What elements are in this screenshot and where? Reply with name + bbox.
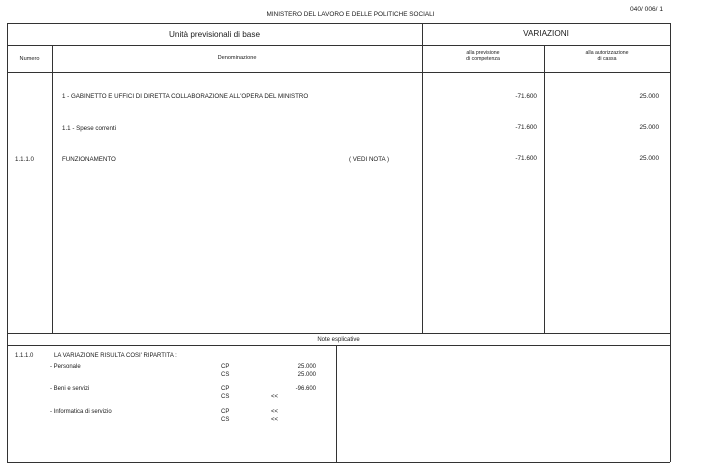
note-value: << bbox=[271, 417, 279, 423]
column-header-number: Numero bbox=[19, 56, 40, 62]
notes-code: 1.1.1.0 bbox=[15, 353, 34, 359]
note-item-label: - Beni e servizi bbox=[50, 386, 90, 392]
note-type: CP bbox=[221, 386, 230, 392]
note-type: CP bbox=[221, 364, 230, 370]
column-header-name: Denominazione bbox=[217, 55, 257, 61]
row-name: 1 - GABINETTO E UFFICI DI DIRETTA COLLABORAZIONE ALL'OPERA DEL MINISTRO bbox=[62, 93, 309, 100]
row-cash: 25.000 bbox=[639, 93, 659, 100]
note-type: CS bbox=[221, 372, 230, 378]
row-cash: 25.000 bbox=[639, 155, 659, 162]
note-type: CS bbox=[221, 417, 230, 423]
unit-header: Unità previsionali di base bbox=[168, 30, 261, 39]
note-value: << bbox=[271, 394, 279, 400]
note-item-label: - Informatica di servizio bbox=[50, 409, 112, 415]
notes-title: Note esplicative bbox=[317, 337, 360, 343]
row-competence: -71.600 bbox=[515, 155, 537, 162]
note-item-label: - Personale bbox=[50, 364, 81, 370]
note-value: 25.000 bbox=[297, 364, 316, 370]
row-competence: -71.600 bbox=[515, 93, 537, 100]
note-value: << bbox=[271, 409, 279, 415]
page-reference: 040/ 006/ 1 bbox=[630, 6, 663, 13]
note-value: -96.600 bbox=[295, 386, 316, 392]
notes-heading: LA VARIAZIONE RISULTA COSI' RIPARTITA : bbox=[54, 353, 177, 359]
row-name: 1.1 - Spese correnti bbox=[62, 125, 116, 132]
variations-header: VARIAZIONI bbox=[523, 29, 569, 38]
note-type: CS bbox=[221, 394, 230, 400]
row-number: 1.1.1.0 bbox=[15, 156, 34, 163]
column-header-competence: alla previsione di competenza bbox=[466, 50, 500, 62]
row-cash: 25.000 bbox=[639, 124, 659, 131]
row-note-ref: ( VEDI NOTA ) bbox=[349, 156, 390, 163]
note-value: 25.000 bbox=[297, 372, 316, 378]
row-competence: -71.600 bbox=[515, 124, 537, 131]
row-name: FUNZIONAMENTO bbox=[62, 156, 116, 163]
column-header-cash: alla autorizzazione di cassa bbox=[585, 50, 629, 62]
ministry-title: MINISTERO DEL LAVORO E DELLE POLITICHE SOCIALI bbox=[266, 11, 435, 18]
note-type: CP bbox=[221, 409, 230, 415]
